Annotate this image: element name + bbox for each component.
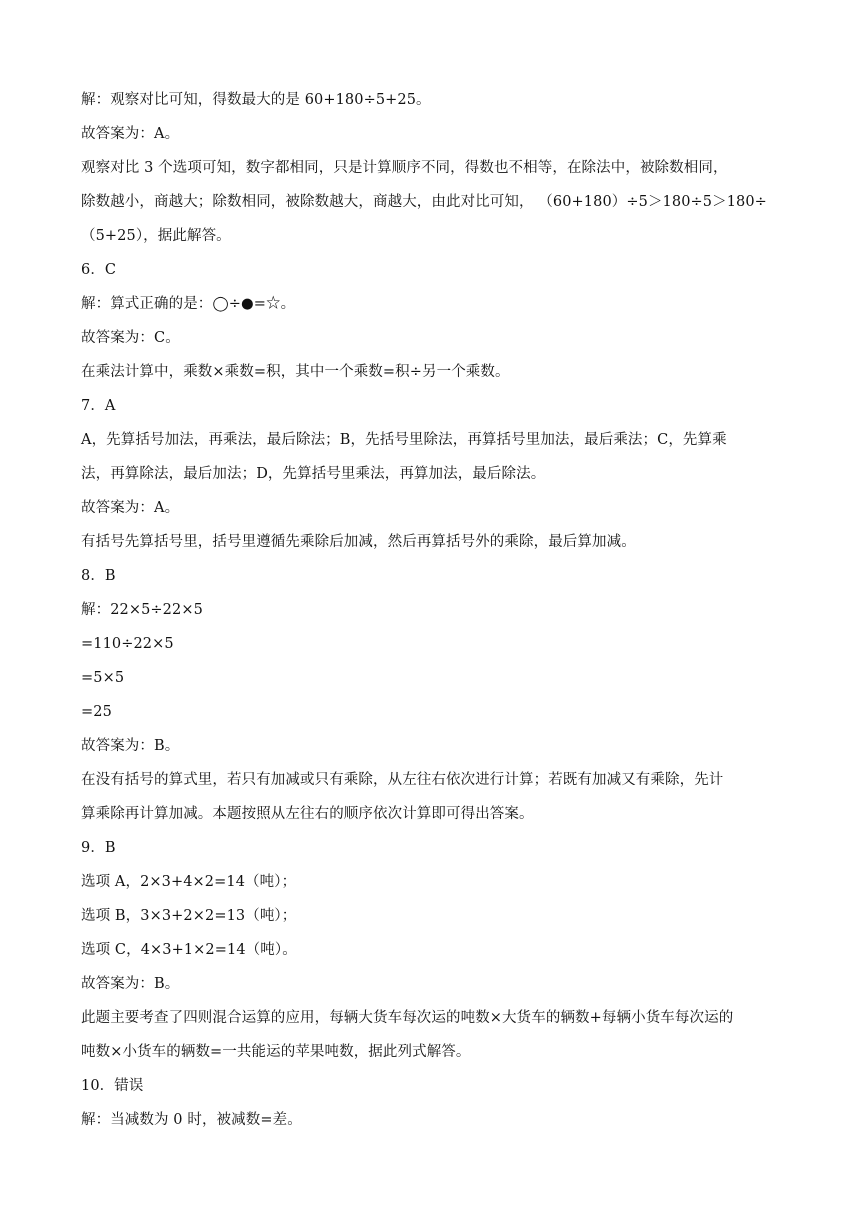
question-number: 8．B [81, 568, 116, 584]
text-line: 选项 C，4×3+1×2=14（吨）。 [81, 942, 297, 958]
text-line: 观察对比 3 个选项可知，数字都相同，只是计算顺序不同，得数也不相等，在除法中，被除数相同， [81, 160, 728, 176]
question-number: 7．A [81, 398, 116, 414]
text-line: 解：22×5÷22×5 [81, 602, 203, 618]
text-line: 算乘除再计算加减。本题按照从左往右的顺序依次计算即可得出答案。 [81, 806, 534, 822]
text-line: 故答案为：B。 [81, 738, 180, 754]
text-line: 解：当减数为 0 时，被减数=差。 [81, 1112, 302, 1128]
text-line: 选项 A，2×3+4×2=14（吨）； [81, 874, 297, 890]
text-line: 解：算式正确的是：◯÷●=☆。 [81, 296, 296, 312]
text-line: 此题主要考查了四则混合运算的应用，每辆大货车每次运的吨数×大货车的辆数+每辆小货车每次运的 [81, 1010, 734, 1026]
text-line: 故答案为：A。 [81, 126, 180, 142]
text-line: 故答案为：B。 [81, 976, 180, 992]
text-line: 有括号先算括号里，括号里遵循先乘除后加减，然后再算括号外的乘除，最后算加减。 [81, 534, 636, 550]
text-line: 吨数×小货车的辆数=一共能运的苹果吨数，据此列式解答。 [81, 1044, 471, 1060]
text-line: 故答案为：A。 [81, 500, 180, 516]
question-number: 9．B [81, 840, 116, 856]
text-line: 选项 B，3×3+2×2=13（吨）； [81, 908, 297, 924]
text-line: A，先算括号加法，再乘法，最后除法；B，先括号里除法，再算括号里加法，最后乘法；C，先算乘 [81, 432, 727, 448]
text-line: =110÷22×5 [81, 636, 174, 652]
text-line: （5+25），据此解答。 [81, 228, 231, 244]
text-line: 故答案为：C。 [81, 330, 180, 346]
text-line: =25 [81, 704, 112, 720]
text-line: =5×5 [81, 670, 125, 686]
text-line: 在乘法计算中，乘数×乘数=积，其中一个乘数=积÷另一个乘数。 [81, 364, 510, 380]
question-number: 6．C [81, 262, 117, 278]
text-line: 解：观察对比可知，得数最大的是 60+180÷5+25。 [81, 92, 431, 108]
question-number: 10．错误 [81, 1078, 144, 1094]
text-line: 除数越小，商越大；除数相同，被除数越大，商越大，由此对比可知， （60+180）÷5＞180÷5＞180÷ [81, 194, 767, 210]
text-line: 法，再算除法，最后加法；D，先算括号里乘法，再算加法，最后除法。 [81, 466, 546, 482]
text-line: 在没有括号的算式里，若只有加减或只有乘除，从左往右依次进行计算；若既有加减又有乘除，先计 [81, 772, 724, 788]
